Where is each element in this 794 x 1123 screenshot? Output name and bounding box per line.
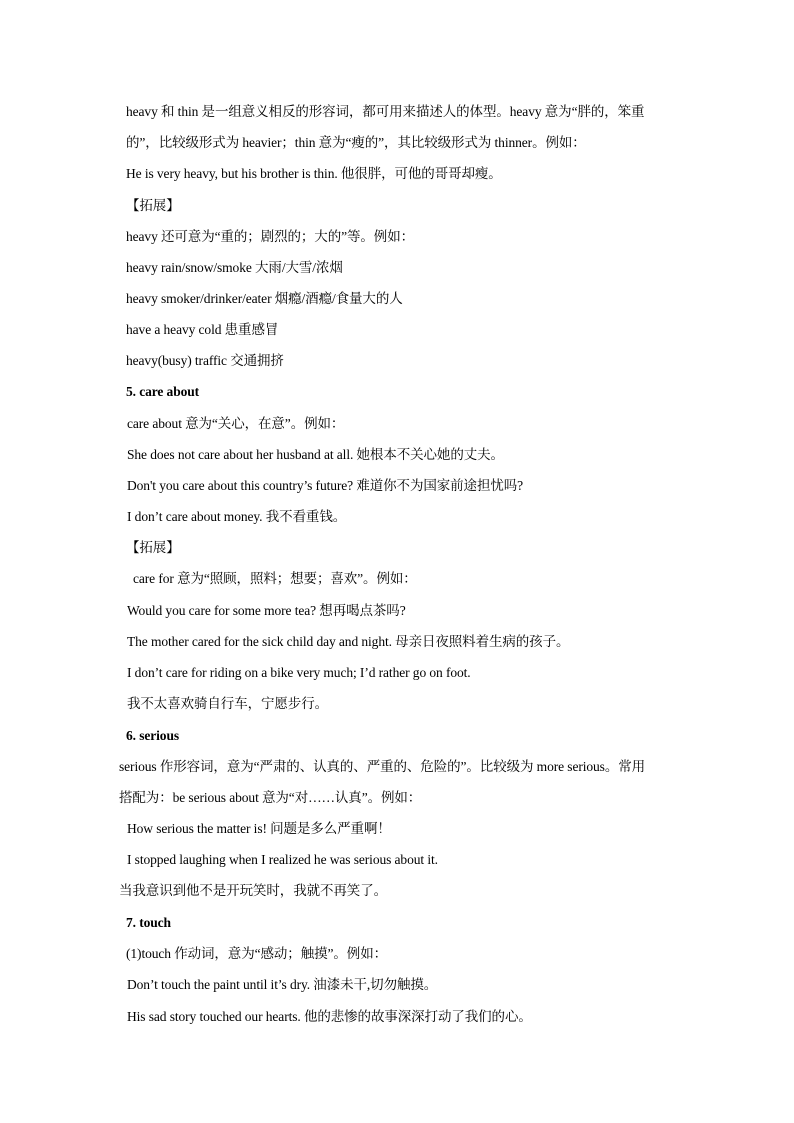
touch-example-2: His sad story touched our hearts. 他的悲惨的故事深深打动了我们的心。 — [127, 1009, 532, 1024]
section-heading-touch: 7. touch — [126, 915, 171, 930]
care-for-definition: care for 意为“照顾，照料；想要；喜欢”。例如： — [133, 571, 417, 586]
heavy-thin-intro-line-1: heavy 和 thin 是一组意义相反的形容词，都可用来描述人的体型。heavy 意为“胖的，笨重 — [126, 104, 645, 119]
serious-example-2-chinese: 当我意识到他不是开玩笑时，我就不再笑了。 — [119, 883, 387, 898]
extension-label-2: 【拓展】 — [126, 540, 180, 555]
extension-label: 【拓展】 — [126, 198, 180, 213]
heavy-example-sentence: He is very heavy, but his brother is thin. 他很胖，可他的哥哥却瘦。 — [126, 166, 502, 181]
heavy-phrase-2: heavy smoker/drinker/eater 烟瘾/酒瘾/食量大的人 — [126, 291, 403, 306]
care-for-example-1: Would you care for some more tea? 想再喝点茶吗? — [127, 603, 406, 618]
serious-example-1: How serious the matter is! 问题是多么严重啊！ — [127, 821, 391, 836]
section-heading-serious: 6. serious — [126, 728, 180, 743]
care-for-example-3-chinese: 我不太喜欢骑自行车，宁愿步行。 — [127, 696, 328, 711]
heavy-phrase-1: heavy rain/snow/smoke 大雨/大雪/浓烟 — [126, 260, 343, 275]
care-about-example-1: She does not care about her husband at all. 她根本不关心她的丈夫。 — [127, 447, 504, 462]
serious-definition-line-1: serious 作形容词，意为“严肃的、认真的、严重的、危险的”。比较级为 more serious。常用 — [119, 759, 646, 774]
care-for-example-3-english: I don’t care for riding on a bike very much; I’d rather go on foot. — [127, 665, 471, 680]
serious-definition-line-2: 搭配为：be serious about 意为“对……认真”。例如： — [119, 790, 422, 805]
care-about-example-2: Don't you care about this country’s future? 难道你不为国家前途担忧吗? — [127, 478, 524, 493]
section-heading-care-about: 5. care about — [126, 384, 200, 399]
heavy-phrase-3: have a heavy cold 患重感冒 — [126, 322, 279, 337]
heavy-thin-intro-line-2: 的”，比较级形式为 heavier；thin 意为“瘦的”，其比较级形式为 thinner。例如： — [126, 135, 586, 150]
serious-example-2-english: I stopped laughing when I realized he was serious about it. — [127, 852, 438, 867]
care-for-example-2: The mother cared for the sick child day and night. 母亲日夜照料着生病的孩子。 — [127, 634, 570, 649]
care-about-definition: care about 意为“关心，在意”。例如： — [127, 416, 345, 431]
touch-definition: (1)touch 作动词，意为“感动；触摸”。例如： — [126, 946, 387, 961]
heavy-extension-text: heavy 还可意为“重的；剧烈的；大的”等。例如： — [126, 229, 414, 244]
touch-example-1: Don’t touch the paint until it’s dry. 油漆未干,切勿触摸。 — [127, 977, 438, 992]
care-about-example-3: I don’t care about money. 我不看重钱。 — [127, 509, 347, 524]
heavy-phrase-4: heavy(busy) traffic 交通拥挤 — [126, 353, 284, 368]
